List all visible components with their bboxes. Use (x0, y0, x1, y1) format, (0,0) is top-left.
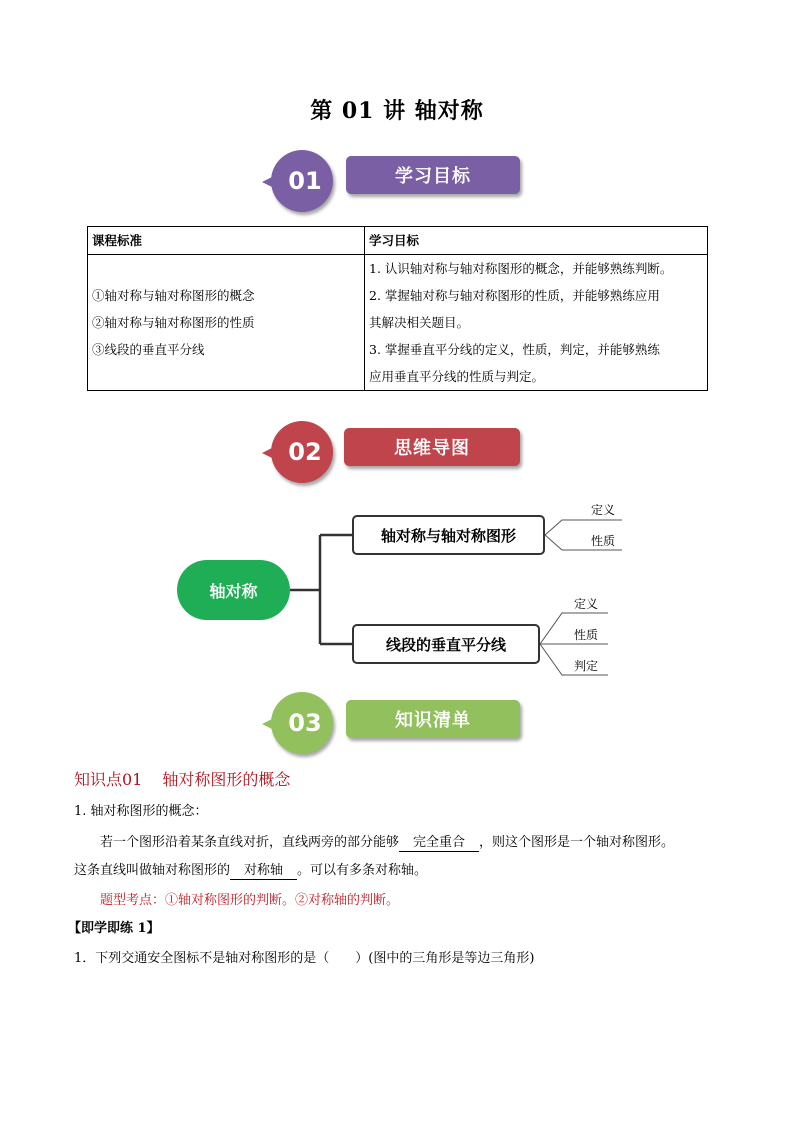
item-title: 1. 轴对称图形的概念： (74, 804, 208, 819)
knowledge-point-title: 轴对称图形的概念 (162, 770, 291, 789)
definition-paragraph (74, 861, 427, 881)
objective-line: 应用垂直平分线的性质与判定。 (369, 369, 545, 384)
table-header: 课程标准 (88, 227, 365, 255)
mindmap-leaf: 性质 (573, 628, 598, 642)
text-segment: ，则这个图形是一个轴对称图形。 (479, 835, 675, 850)
text-segment: 。可以有多条对称轴。 (297, 863, 428, 878)
section-number-circle: 01 (271, 150, 333, 212)
section-title-bar: 思维导图 (344, 428, 520, 466)
standards-cell (88, 255, 365, 391)
mindmap-leaf: 性质 (590, 534, 615, 548)
section-title-bar: 学习目标 (346, 156, 520, 194)
text-segment: 若一个图形沿着某条直线对折，直线两旁的部分能够 (100, 835, 400, 850)
section-number-circle: 03 (271, 692, 333, 754)
page-title: 第 01 讲 轴对称 (310, 98, 484, 124)
table-header: 学习目标 (365, 227, 708, 255)
answer-blank: 对称轴 (230, 863, 297, 880)
knowledge-point-number: 知识点01 (74, 770, 143, 789)
mindmap-branch-node: 轴对称与轴对称图形 (352, 515, 545, 555)
table-row (88, 255, 708, 391)
learning-goals-table (87, 226, 708, 391)
objective-line: 1. 认识轴对称与轴对称图形的概念，并能够熟练判断。 (369, 261, 673, 276)
answer-blank: 完全重合 (399, 835, 479, 852)
mindmap-leaf: 定义 (590, 503, 615, 517)
objectives-cell (365, 255, 708, 391)
exam-points: 题型考点：①轴对称图形的判断。②对称轴的判断。 (100, 893, 400, 908)
standard-item: ①轴对称与轴对称图形的概念 (92, 288, 255, 303)
question-text: 1．下列交通安全图标不是轴对称图形的是（ ）(图中的三角形是等边三角形) (74, 951, 535, 966)
mindmap-root-node: 轴对称 (177, 560, 290, 620)
standard-item: ③线段的垂直平分线 (92, 342, 205, 357)
mindmap-leaf: 定义 (573, 597, 598, 611)
objective-line: 3. 掌握垂直平分线的定义，性质，判定，并能够熟练 (369, 342, 660, 357)
table-header-row (88, 227, 708, 255)
knowledge-point-heading (74, 767, 290, 790)
objective-line: 其解决相关题目。 (369, 315, 470, 330)
practice-label: 【即学即练 1】 (68, 921, 160, 936)
section-title-bar: 知识清单 (346, 700, 520, 738)
section-number-circle: 02 (271, 421, 333, 483)
text-segment: 这条直线叫做轴对称图形的 (74, 863, 231, 878)
standard-item: ②轴对称与轴对称图形的性质 (92, 315, 255, 330)
mindmap-leaf: 判定 (573, 659, 598, 673)
mindmap-branch-node: 线段的垂直平分线 (352, 624, 540, 664)
objective-line: 2. 掌握轴对称与轴对称图形的性质，并能够熟练应用 (369, 288, 660, 303)
definition-paragraph (100, 833, 674, 853)
